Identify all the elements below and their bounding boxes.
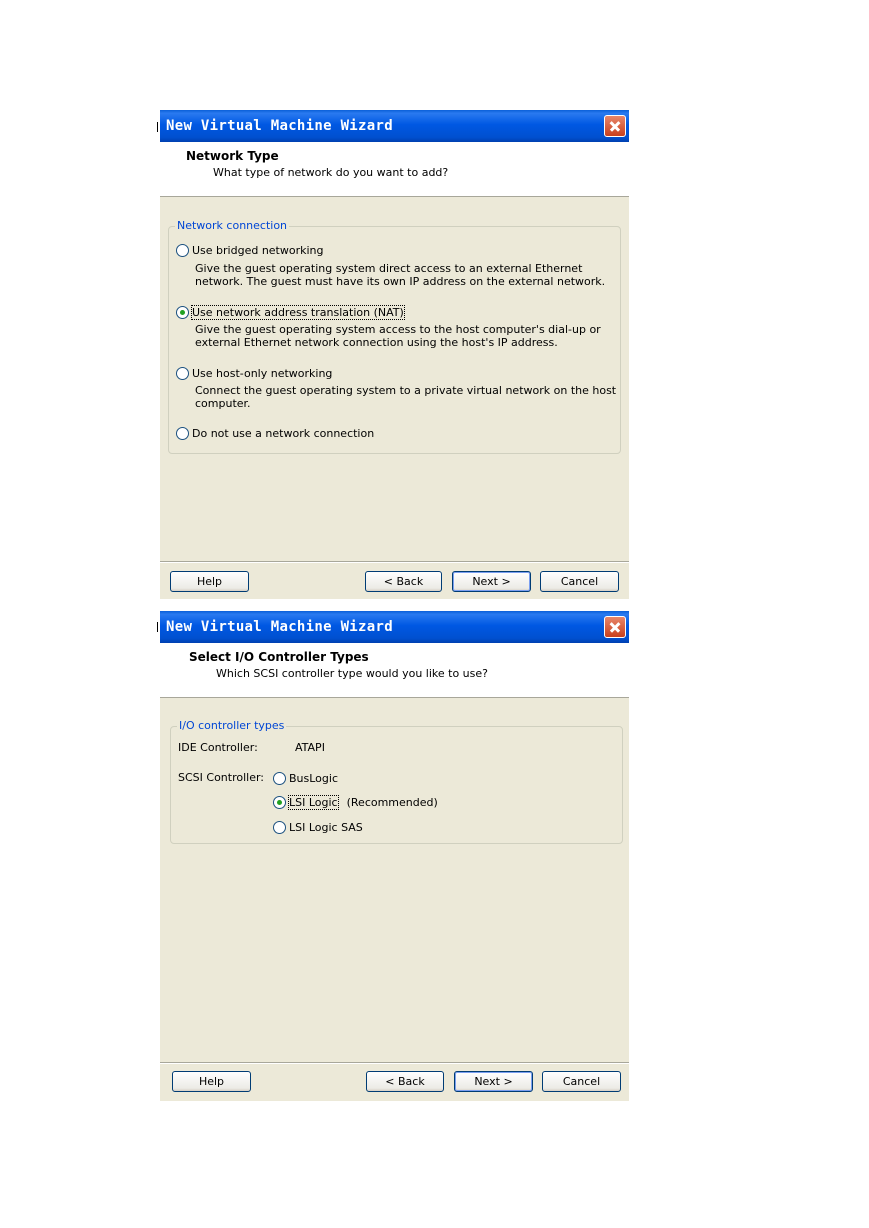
group-label: Network connection [177,219,288,232]
radio-icon[interactable] [273,772,286,785]
radio-icon[interactable] [273,821,286,834]
option-label: LSI Logic SAS [289,820,363,834]
close-icon[interactable] [604,115,626,137]
title-bar[interactable] [160,611,629,643]
window-title: New Virtual Machine Wizard [166,118,393,134]
radio-checked-icon[interactable] [176,306,189,319]
option-label: Use bridged networking [192,243,324,257]
io-controller-dialog [160,611,629,1101]
page-edge-mark [157,622,158,632]
radio-icon[interactable] [176,367,189,380]
network-type-dialog [160,110,629,599]
window-title: New Virtual Machine Wizard [166,619,393,635]
option-label: Use network address translation (NAT) [192,305,404,319]
cancel-button[interactable]: Cancel [542,1071,621,1092]
title-bar[interactable] [160,110,629,142]
page-edge-mark [157,122,158,132]
close-icon[interactable] [604,616,626,638]
page-title: Select I/O Controller Types [189,650,369,664]
back-button[interactable]: < Back [366,1071,444,1092]
next-button[interactable]: Next > [452,571,531,592]
lsi-logic-sas-option[interactable] [273,819,363,835]
lsi-logic-option[interactable] [273,794,438,810]
page-subtitle: What type of network do you want to add? [213,166,449,179]
option-description: Give the guest operating system direct access to an external Ethernet network. The guest must have its own IP address on the external network. [195,262,606,288]
option-label: Use host-only networking [192,366,333,380]
option-label: LSI Logic [289,795,338,809]
page-subtitle: Which SCSI controller type would you like to use? [216,667,488,680]
option-description: Give the guest operating system access to the host computer's dial-up or external Ethernet network connection using the host's IP address. [195,323,601,349]
radio-checked-icon[interactable] [273,796,286,809]
scsi-controller-label: SCSI Controller: [178,771,265,784]
ide-controller-value: ATAPI [295,741,325,754]
cancel-button[interactable]: Cancel [540,571,619,592]
buslogic-option[interactable] [273,770,338,786]
back-button[interactable]: < Back [365,571,442,592]
nat-networking-option[interactable] [176,304,404,320]
host-only-networking-option[interactable] [176,365,332,381]
footer-separator [160,561,629,563]
group-label: I/O controller types [179,719,285,732]
bridged-networking-option[interactable] [176,242,324,258]
footer-separator [160,1062,629,1064]
option-label: Do not use a network connection [192,426,375,440]
recommended-note: (Recommended) [346,795,438,809]
radio-icon[interactable] [176,427,189,440]
next-button[interactable]: Next > [454,1071,533,1092]
wizard-header [160,643,629,698]
radio-icon[interactable] [176,244,189,257]
io-controller-group [170,719,623,844]
help-button[interactable]: Help [170,571,249,592]
no-network-option[interactable] [176,425,374,441]
option-description: Connect the guest operating system to a private virtual network on the host computer. [195,384,617,410]
page-title: Network Type [186,149,279,163]
help-button[interactable]: Help [172,1071,251,1092]
wizard-header [160,142,629,197]
option-label: BusLogic [289,771,339,785]
ide-controller-label: IDE Controller: [178,741,258,754]
network-connection-group [168,219,621,454]
